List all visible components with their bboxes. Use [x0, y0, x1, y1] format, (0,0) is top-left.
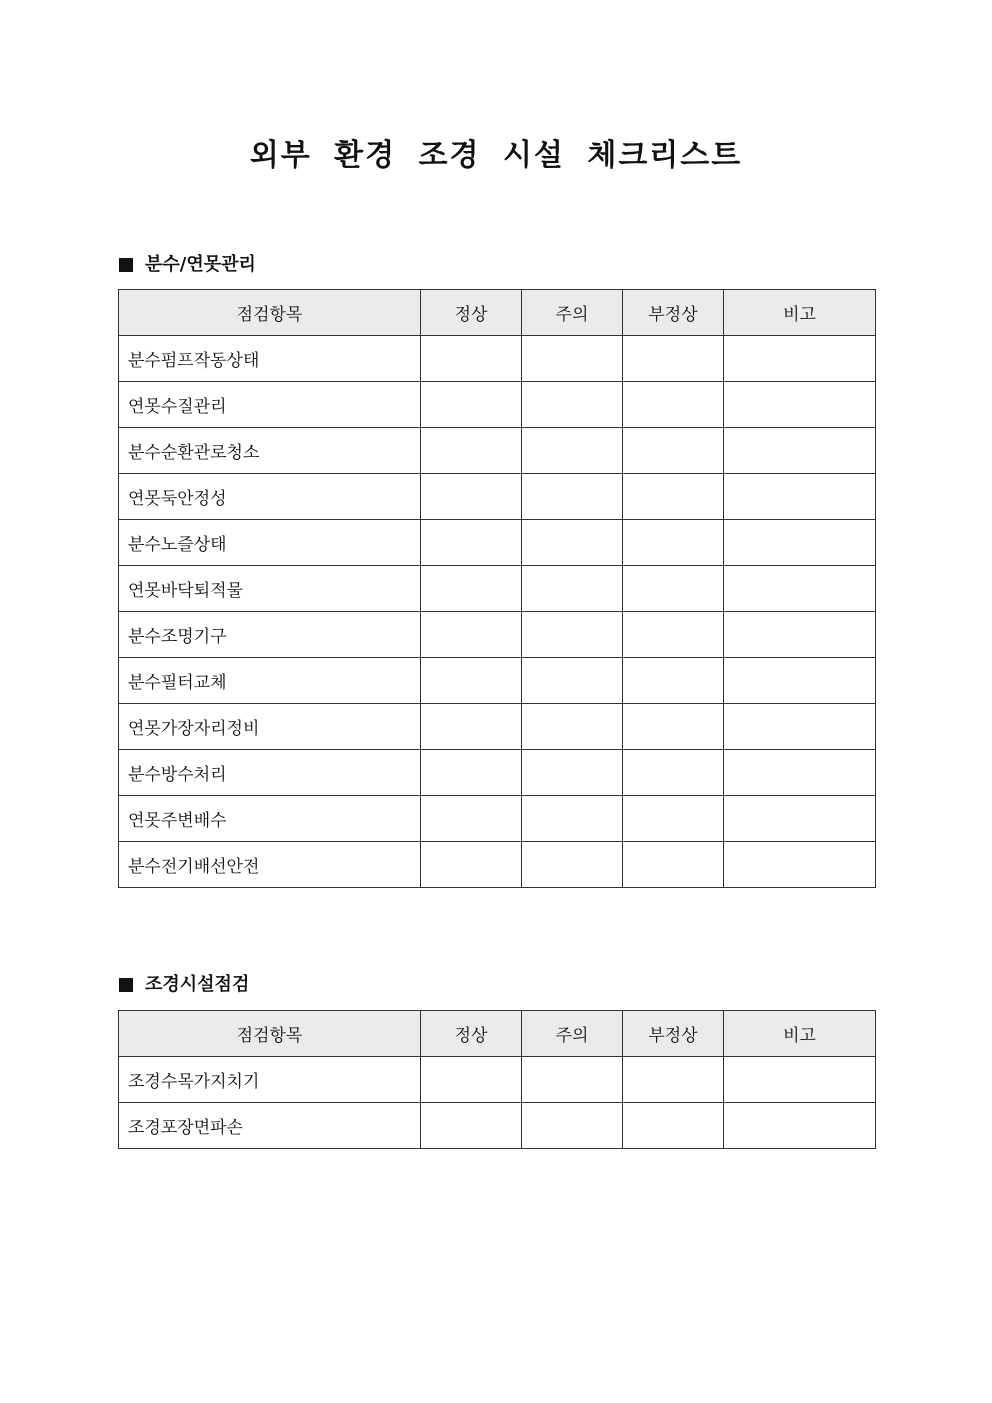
abnormal-cell[interactable] — [623, 1103, 724, 1149]
caution-cell[interactable] — [522, 382, 623, 428]
column-header-abnormal: 부정상 — [623, 290, 724, 336]
note-cell[interactable] — [724, 842, 876, 888]
table-row — [119, 382, 876, 428]
abnormal-cell[interactable] — [623, 704, 724, 750]
table-row — [119, 474, 876, 520]
column-header-abnormal: 부정상 — [623, 1011, 724, 1057]
caution-cell[interactable] — [522, 336, 623, 382]
caution-cell[interactable] — [522, 428, 623, 474]
note-cell[interactable] — [724, 658, 876, 704]
check-item-label: 분수전기배선안전 — [119, 842, 421, 888]
abnormal-cell[interactable] — [623, 612, 724, 658]
caution-cell[interactable] — [522, 1103, 623, 1149]
normal-cell[interactable] — [421, 612, 522, 658]
section-heading-label: 분수/연못관리 — [145, 254, 256, 275]
caution-cell[interactable] — [522, 750, 623, 796]
abnormal-cell[interactable] — [623, 842, 724, 888]
check-item-label: 분수순환관로청소 — [119, 428, 421, 474]
normal-cell[interactable] — [421, 336, 522, 382]
check-item-label: 연못수질관리 — [119, 382, 421, 428]
column-header-normal: 정상 — [421, 1011, 522, 1057]
check-item-label: 연못주변배수 — [119, 796, 421, 842]
table-row — [119, 704, 876, 750]
table-row — [119, 1103, 876, 1149]
normal-cell[interactable] — [421, 1103, 522, 1149]
caution-cell[interactable] — [522, 520, 623, 566]
abnormal-cell[interactable] — [623, 566, 724, 612]
normal-cell[interactable] — [421, 842, 522, 888]
abnormal-cell[interactable] — [623, 750, 724, 796]
abnormal-cell[interactable] — [623, 1057, 724, 1103]
note-cell[interactable] — [724, 428, 876, 474]
check-item-label: 연못가장자리정비 — [119, 704, 421, 750]
table-row — [119, 336, 876, 382]
section-heading-label: 조경시설점검 — [145, 974, 250, 995]
check-item-label: 분수조명기구 — [119, 612, 421, 658]
note-cell[interactable] — [724, 336, 876, 382]
table-row — [119, 796, 876, 842]
table-row — [119, 428, 876, 474]
check-item-label: 연못바닥퇴적물 — [119, 566, 421, 612]
note-cell[interactable] — [724, 566, 876, 612]
abnormal-cell[interactable] — [623, 428, 724, 474]
note-cell[interactable] — [724, 382, 876, 428]
column-header-item: 점검항목 — [119, 1011, 421, 1057]
table-row — [119, 520, 876, 566]
column-header-item: 점검항목 — [119, 290, 421, 336]
caution-cell[interactable] — [522, 704, 623, 750]
note-cell[interactable] — [724, 474, 876, 520]
normal-cell[interactable] — [421, 474, 522, 520]
caution-cell[interactable] — [522, 796, 623, 842]
note-cell[interactable] — [724, 520, 876, 566]
caution-cell[interactable] — [522, 1057, 623, 1103]
table-row — [119, 1057, 876, 1103]
column-header-caution: 주의 — [522, 1011, 623, 1057]
table-row — [119, 658, 876, 704]
table-row — [119, 842, 876, 888]
normal-cell[interactable] — [421, 750, 522, 796]
check-item-label: 분수펌프작동상태 — [119, 336, 421, 382]
caution-cell[interactable] — [522, 612, 623, 658]
section-heading-landscape — [119, 972, 249, 998]
caution-cell[interactable] — [522, 842, 623, 888]
normal-cell[interactable] — [421, 428, 522, 474]
check-item-label: 연못둑안정성 — [119, 474, 421, 520]
check-item-label: 분수방수처리 — [119, 750, 421, 796]
caution-cell[interactable] — [522, 566, 623, 612]
note-cell[interactable] — [724, 704, 876, 750]
check-item-label: 분수노즐상태 — [119, 520, 421, 566]
abnormal-cell[interactable] — [623, 382, 724, 428]
table-row — [119, 612, 876, 658]
normal-cell[interactable] — [421, 382, 522, 428]
normal-cell[interactable] — [421, 704, 522, 750]
column-header-note: 비고 — [724, 1011, 876, 1057]
note-cell[interactable] — [724, 750, 876, 796]
note-cell[interactable] — [724, 1057, 876, 1103]
check-item-label: 분수필터교체 — [119, 658, 421, 704]
normal-cell[interactable] — [421, 1057, 522, 1103]
page-title: 외부 환경 조경 시설 체크리스트 — [249, 138, 743, 173]
caution-cell[interactable] — [522, 474, 623, 520]
note-cell[interactable] — [724, 612, 876, 658]
note-cell[interactable] — [724, 1103, 876, 1149]
square-bullet-icon — [119, 258, 133, 272]
abnormal-cell[interactable] — [623, 474, 724, 520]
table-header-row — [119, 1011, 876, 1057]
abnormal-cell[interactable] — [623, 520, 724, 566]
checklist-table-landscape — [118, 1010, 876, 1149]
abnormal-cell[interactable] — [623, 336, 724, 382]
checklist-table-fountain-pond — [118, 289, 876, 888]
section-heading-fountain-pond — [119, 252, 256, 278]
note-cell[interactable] — [724, 796, 876, 842]
caution-cell[interactable] — [522, 658, 623, 704]
table-header-row — [119, 290, 876, 336]
column-header-note: 비고 — [724, 290, 876, 336]
square-bullet-icon — [119, 978, 133, 992]
table-row — [119, 750, 876, 796]
check-item-label: 조경포장면파손 — [119, 1103, 421, 1149]
column-header-caution: 주의 — [522, 290, 623, 336]
normal-cell[interactable] — [421, 658, 522, 704]
table-row — [119, 566, 876, 612]
check-item-label: 조경수목가지치기 — [119, 1057, 421, 1103]
column-header-normal: 정상 — [421, 290, 522, 336]
abnormal-cell[interactable] — [623, 658, 724, 704]
normal-cell[interactable] — [421, 520, 522, 566]
normal-cell[interactable] — [421, 566, 522, 612]
normal-cell[interactable] — [421, 796, 522, 842]
abnormal-cell[interactable] — [623, 796, 724, 842]
